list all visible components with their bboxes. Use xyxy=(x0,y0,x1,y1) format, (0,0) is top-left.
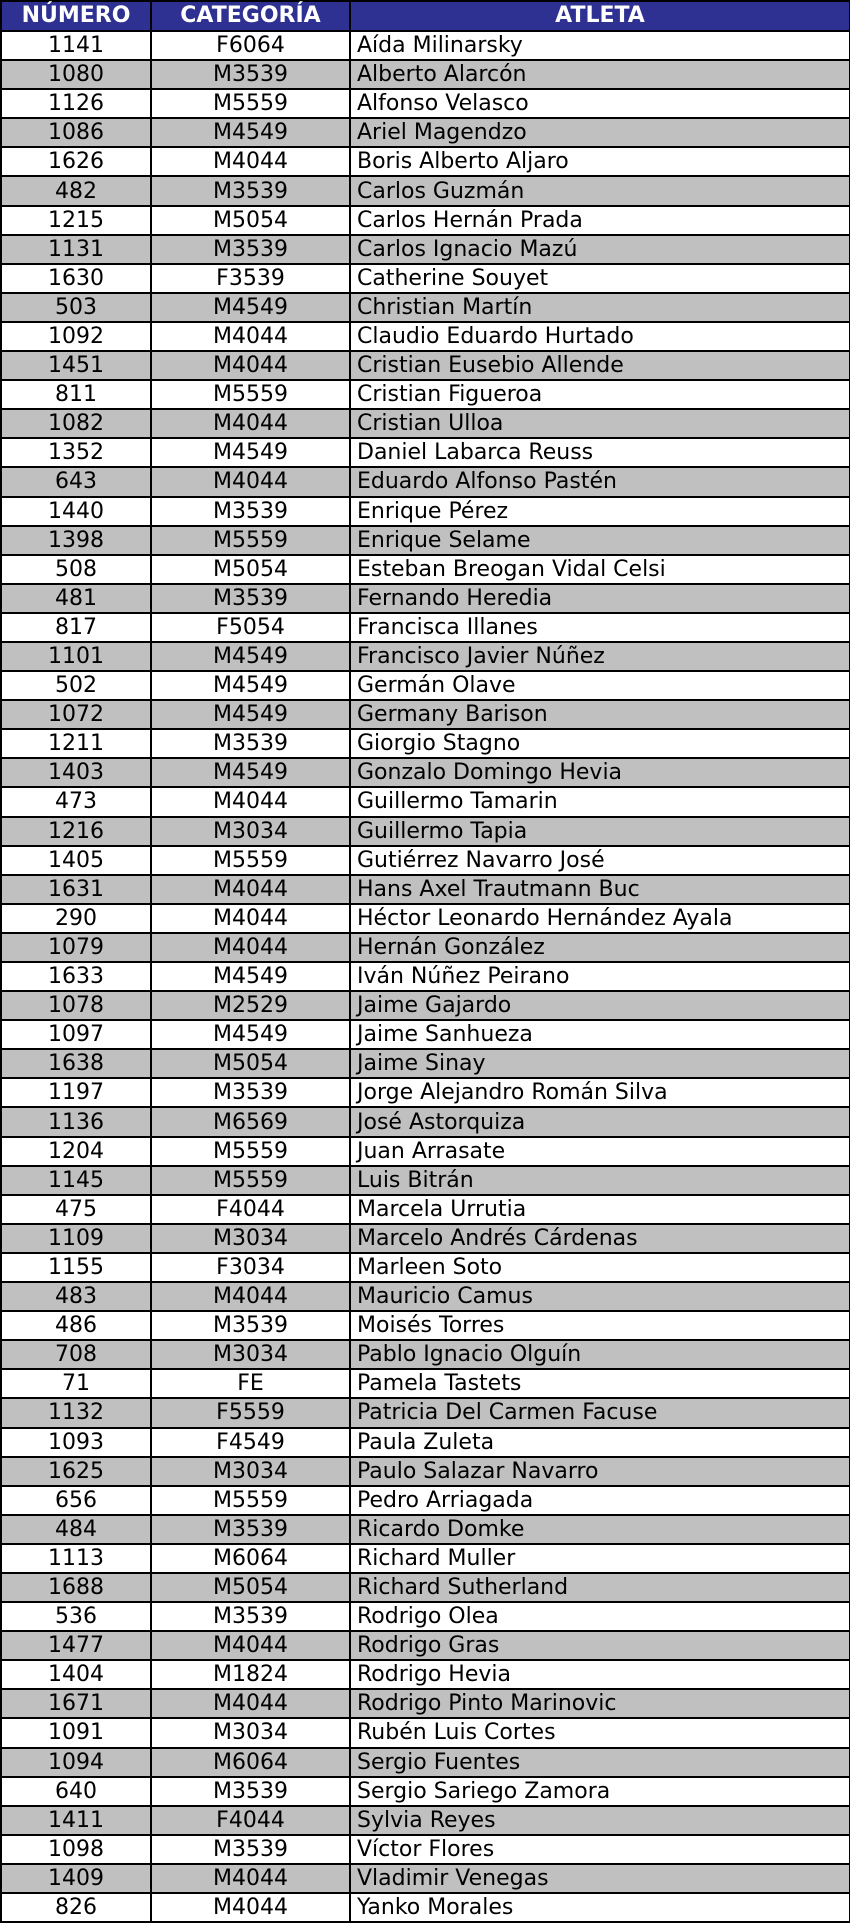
table-row xyxy=(1,729,850,758)
row-categoria: M4044 xyxy=(151,1893,350,1922)
row-categoria: M4044 xyxy=(151,1631,350,1660)
table-row xyxy=(1,147,850,176)
row-numero: 1409 xyxy=(1,1864,151,1893)
row-numero: 1078 xyxy=(1,991,151,1020)
row-numero: 1097 xyxy=(1,1020,151,1049)
row-categoria: F4549 xyxy=(151,1428,350,1457)
header-row xyxy=(1,1,850,31)
row-atleta: Juan Arrasate xyxy=(350,1137,850,1166)
header-numero: NÚMERO xyxy=(1,1,151,31)
row-categoria: M5054 xyxy=(151,1573,350,1602)
row-categoria: M4549 xyxy=(151,1020,350,1049)
row-atleta: Ricardo Domke xyxy=(350,1515,850,1544)
table-row xyxy=(1,31,850,60)
table-row xyxy=(1,264,850,293)
row-categoria: M4044 xyxy=(151,933,350,962)
row-numero: 817 xyxy=(1,613,151,642)
row-numero: 1132 xyxy=(1,1398,151,1427)
row-atleta: Rodrigo Gras xyxy=(350,1631,850,1660)
row-categoria: M3034 xyxy=(151,1224,350,1253)
row-atleta: Pablo Ignacio Olguín xyxy=(350,1340,850,1369)
table-row xyxy=(1,1864,850,1893)
row-atleta: Jaime Sinay xyxy=(350,1049,850,1078)
row-atleta: Rodrigo Pinto Marinovic xyxy=(350,1689,850,1718)
table-row xyxy=(1,933,850,962)
table-row xyxy=(1,584,850,613)
row-atleta: Hernán González xyxy=(350,933,850,962)
table-row xyxy=(1,875,850,904)
row-atleta: Paulo Salazar Navarro xyxy=(350,1457,850,1486)
row-atleta: Víctor Flores xyxy=(350,1835,850,1864)
row-numero: 536 xyxy=(1,1602,151,1631)
row-numero: 1638 xyxy=(1,1049,151,1078)
table-row xyxy=(1,1689,850,1718)
athletes-table-body xyxy=(1,31,850,1922)
row-numero: 708 xyxy=(1,1340,151,1369)
table-row xyxy=(1,1369,850,1398)
row-categoria: M5054 xyxy=(151,1049,350,1078)
row-numero: 290 xyxy=(1,904,151,933)
row-numero: 1671 xyxy=(1,1689,151,1718)
row-categoria: M4044 xyxy=(151,467,350,496)
row-numero: 1086 xyxy=(1,118,151,147)
row-atleta: Boris Alberto Aljaro xyxy=(350,147,850,176)
row-atleta: Patricia Del Carmen Facuse xyxy=(350,1398,850,1427)
row-categoria: M5559 xyxy=(151,1166,350,1195)
row-atleta: Fernando Heredia xyxy=(350,584,850,613)
row-numero: 1405 xyxy=(1,846,151,875)
row-numero: 1197 xyxy=(1,1078,151,1107)
row-atleta: Gonzalo Domingo Hevia xyxy=(350,758,850,787)
row-categoria: M3034 xyxy=(151,1718,350,1747)
row-atleta: Richard Muller xyxy=(350,1544,850,1573)
table-row xyxy=(1,962,850,991)
row-numero: 1092 xyxy=(1,322,151,351)
row-atleta: Carlos Hernán Prada xyxy=(350,206,850,235)
row-numero: 643 xyxy=(1,467,151,496)
table-row xyxy=(1,1718,850,1747)
row-numero: 508 xyxy=(1,555,151,584)
row-categoria: M3539 xyxy=(151,1311,350,1340)
row-categoria: F5054 xyxy=(151,613,350,642)
row-numero: 1440 xyxy=(1,497,151,526)
row-numero: 1633 xyxy=(1,962,151,991)
table-row xyxy=(1,1486,850,1515)
row-numero: 1072 xyxy=(1,700,151,729)
row-categoria: M1824 xyxy=(151,1660,350,1689)
row-numero: 1080 xyxy=(1,60,151,89)
row-categoria: M4044 xyxy=(151,322,350,351)
row-categoria: M4044 xyxy=(151,904,350,933)
row-numero: 483 xyxy=(1,1282,151,1311)
row-atleta: Ariel Magendzo xyxy=(350,118,850,147)
row-categoria: M3034 xyxy=(151,817,350,846)
table-row xyxy=(1,438,850,467)
table-row xyxy=(1,60,850,89)
row-atleta: Alberto Alarcón xyxy=(350,60,850,89)
table-row xyxy=(1,235,850,264)
table-row xyxy=(1,1544,850,1573)
row-categoria: M5559 xyxy=(151,526,350,555)
table-row xyxy=(1,1049,850,1078)
row-atleta: Marcela Urrutia xyxy=(350,1195,850,1224)
row-atleta: Francisca Illanes xyxy=(350,613,850,642)
row-atleta: Enrique Selame xyxy=(350,526,850,555)
table-row xyxy=(1,787,850,816)
row-atleta: Claudio Eduardo Hurtado xyxy=(350,322,850,351)
row-categoria: FE xyxy=(151,1369,350,1398)
row-categoria: M5054 xyxy=(151,206,350,235)
table-row xyxy=(1,846,850,875)
row-numero: 656 xyxy=(1,1486,151,1515)
row-numero: 1398 xyxy=(1,526,151,555)
row-numero: 1352 xyxy=(1,438,151,467)
row-atleta: Francisco Javier Núñez xyxy=(350,642,850,671)
row-numero: 1625 xyxy=(1,1457,151,1486)
row-categoria: F4044 xyxy=(151,1195,350,1224)
row-categoria: M3539 xyxy=(151,1602,350,1631)
row-atleta: Christian Martín xyxy=(350,293,850,322)
table-row xyxy=(1,1806,850,1835)
row-numero: 484 xyxy=(1,1515,151,1544)
row-numero: 1091 xyxy=(1,1718,151,1747)
row-numero: 481 xyxy=(1,584,151,613)
row-atleta: Marcelo Andrés Cárdenas xyxy=(350,1224,850,1253)
table-row xyxy=(1,380,850,409)
row-atleta: Eduardo Alfonso Pastén xyxy=(350,467,850,496)
row-atleta: Moisés Torres xyxy=(350,1311,850,1340)
table-row xyxy=(1,176,850,205)
row-categoria: M5559 xyxy=(151,380,350,409)
table-row xyxy=(1,991,850,1020)
row-atleta: Esteban Breogan Vidal Celsi xyxy=(350,555,850,584)
row-categoria: F3539 xyxy=(151,264,350,293)
row-atleta: Vladimir Venegas xyxy=(350,1864,850,1893)
row-numero: 1477 xyxy=(1,1631,151,1660)
row-atleta: Iván Núñez Peirano xyxy=(350,962,850,991)
row-numero: 1630 xyxy=(1,264,151,293)
table-row xyxy=(1,1428,850,1457)
row-numero: 1404 xyxy=(1,1660,151,1689)
row-categoria: M3539 xyxy=(151,729,350,758)
row-numero: 1451 xyxy=(1,351,151,380)
row-categoria: M3539 xyxy=(151,497,350,526)
table-row xyxy=(1,671,850,700)
row-categoria: M3034 xyxy=(151,1340,350,1369)
row-categoria: M4549 xyxy=(151,438,350,467)
table-row xyxy=(1,409,850,438)
table-row xyxy=(1,1602,850,1631)
row-numero: 1113 xyxy=(1,1544,151,1573)
row-categoria: M2529 xyxy=(151,991,350,1020)
table-row xyxy=(1,1631,850,1660)
table-row xyxy=(1,1282,850,1311)
row-categoria: M4044 xyxy=(151,409,350,438)
row-categoria: M3539 xyxy=(151,176,350,205)
row-atleta: Paula Zuleta xyxy=(350,1428,850,1457)
row-categoria: M4044 xyxy=(151,787,350,816)
row-categoria: M3539 xyxy=(151,1078,350,1107)
row-atleta: Jaime Sanhueza xyxy=(350,1020,850,1049)
row-atleta: Sergio Fuentes xyxy=(350,1748,850,1777)
table-row xyxy=(1,1573,850,1602)
table-row xyxy=(1,1311,850,1340)
row-numero: 486 xyxy=(1,1311,151,1340)
row-categoria: M4549 xyxy=(151,671,350,700)
row-atleta: Pamela Tastets xyxy=(350,1369,850,1398)
row-numero: 482 xyxy=(1,176,151,205)
row-categoria: M4549 xyxy=(151,758,350,787)
row-atleta: Alfonso Velasco xyxy=(350,89,850,118)
row-numero: 1631 xyxy=(1,875,151,904)
row-numero: 1403 xyxy=(1,758,151,787)
table-row xyxy=(1,1660,850,1689)
row-numero: 1079 xyxy=(1,933,151,962)
row-atleta: Sylvia Reyes xyxy=(350,1806,850,1835)
row-categoria: M5559 xyxy=(151,89,350,118)
table-row xyxy=(1,700,850,729)
table-row xyxy=(1,1340,850,1369)
row-categoria: F5559 xyxy=(151,1398,350,1427)
row-atleta: Mauricio Camus xyxy=(350,1282,850,1311)
row-atleta: Pedro Arriagada xyxy=(350,1486,850,1515)
table-row xyxy=(1,1078,850,1107)
table-row xyxy=(1,642,850,671)
row-categoria: M5054 xyxy=(151,555,350,584)
table-row xyxy=(1,1777,850,1806)
row-categoria: M6569 xyxy=(151,1107,350,1136)
table-row xyxy=(1,613,850,642)
row-atleta: Rodrigo Olea xyxy=(350,1602,850,1631)
row-numero: 1688 xyxy=(1,1573,151,1602)
table-row xyxy=(1,89,850,118)
header-atleta: ATLETA xyxy=(350,1,850,31)
row-numero: 1082 xyxy=(1,409,151,438)
row-atleta: Jaime Gajardo xyxy=(350,991,850,1020)
row-atleta: Marleen Soto xyxy=(350,1253,850,1282)
row-atleta: Aída Milinarsky xyxy=(350,31,850,60)
row-atleta: Catherine Souyet xyxy=(350,264,850,293)
row-atleta: Carlos Guzmán xyxy=(350,176,850,205)
row-categoria: M3034 xyxy=(151,1457,350,1486)
row-categoria: M3539 xyxy=(151,1515,350,1544)
table-row xyxy=(1,1515,850,1544)
table-row xyxy=(1,351,850,380)
row-atleta: Héctor Leonardo Hernández Ayala xyxy=(350,904,850,933)
row-numero: 1411 xyxy=(1,1806,151,1835)
row-numero: 1101 xyxy=(1,642,151,671)
row-numero: 826 xyxy=(1,1893,151,1922)
table-row xyxy=(1,1835,850,1864)
table-row xyxy=(1,1020,850,1049)
row-atleta: Germany Barison xyxy=(350,700,850,729)
row-numero: 1155 xyxy=(1,1253,151,1282)
row-categoria: M3539 xyxy=(151,235,350,264)
row-atleta: Cristian Figueroa xyxy=(350,380,850,409)
table-row xyxy=(1,758,850,787)
row-atleta: Rubén Luis Cortes xyxy=(350,1718,850,1747)
table-row xyxy=(1,1166,850,1195)
row-categoria: M3539 xyxy=(151,1777,350,1806)
row-categoria: M4549 xyxy=(151,293,350,322)
table-row xyxy=(1,1253,850,1282)
table-row xyxy=(1,1748,850,1777)
row-numero: 502 xyxy=(1,671,151,700)
row-categoria: M6064 xyxy=(151,1544,350,1573)
row-atleta: Gutiérrez Navarro José xyxy=(350,846,850,875)
row-categoria: M4044 xyxy=(151,1689,350,1718)
row-categoria: M4549 xyxy=(151,642,350,671)
row-categoria: M5559 xyxy=(151,1486,350,1515)
row-categoria: M4044 xyxy=(151,147,350,176)
row-numero: 1211 xyxy=(1,729,151,758)
row-categoria: M4044 xyxy=(151,351,350,380)
row-categoria: M3539 xyxy=(151,1835,350,1864)
row-numero: 473 xyxy=(1,787,151,816)
row-atleta: Hans Axel Trautmann Buc xyxy=(350,875,850,904)
row-numero: 1109 xyxy=(1,1224,151,1253)
row-numero: 1215 xyxy=(1,206,151,235)
row-categoria: F3034 xyxy=(151,1253,350,1282)
table-row xyxy=(1,467,850,496)
row-atleta: Guillermo Tamarin xyxy=(350,787,850,816)
table-row xyxy=(1,1457,850,1486)
table-row xyxy=(1,1137,850,1166)
row-categoria: F4044 xyxy=(151,1806,350,1835)
table-row xyxy=(1,118,850,147)
row-numero: 1126 xyxy=(1,89,151,118)
row-atleta: Guillermo Tapia xyxy=(350,817,850,846)
row-atleta: José Astorquiza xyxy=(350,1107,850,1136)
row-atleta: Carlos Ignacio Mazú xyxy=(350,235,850,264)
row-numero: 640 xyxy=(1,1777,151,1806)
row-atleta: Sergio Sariego Zamora xyxy=(350,1777,850,1806)
table-row xyxy=(1,904,850,933)
row-atleta: Giorgio Stagno xyxy=(350,729,850,758)
table-row xyxy=(1,1195,850,1224)
row-categoria: M3539 xyxy=(151,60,350,89)
table-row xyxy=(1,1893,850,1922)
row-numero: 1216 xyxy=(1,817,151,846)
row-atleta: Enrique Pérez xyxy=(350,497,850,526)
row-atleta: Cristian Ulloa xyxy=(350,409,850,438)
row-numero: 1131 xyxy=(1,235,151,264)
row-categoria: M4549 xyxy=(151,118,350,147)
row-categoria: M4044 xyxy=(151,1864,350,1893)
row-atleta: Richard Sutherland xyxy=(350,1573,850,1602)
table-row xyxy=(1,322,850,351)
row-categoria: M4044 xyxy=(151,875,350,904)
row-atleta: Daniel Labarca Reuss xyxy=(350,438,850,467)
row-categoria: M6064 xyxy=(151,1748,350,1777)
row-numero: 1093 xyxy=(1,1428,151,1457)
row-atleta: Yanko Morales xyxy=(350,1893,850,1922)
row-atleta: Cristian Eusebio Allende xyxy=(350,351,850,380)
table-row xyxy=(1,293,850,322)
row-numero: 503 xyxy=(1,293,151,322)
table-row xyxy=(1,206,850,235)
table-row xyxy=(1,1398,850,1427)
row-atleta: Luis Bitrán xyxy=(350,1166,850,1195)
header-categoria: CATEGORÍA xyxy=(151,1,350,31)
row-numero: 1626 xyxy=(1,147,151,176)
row-atleta: Rodrigo Hevia xyxy=(350,1660,850,1689)
row-numero: 1141 xyxy=(1,31,151,60)
row-atleta: Jorge Alejandro Román Silva xyxy=(350,1078,850,1107)
row-numero: 475 xyxy=(1,1195,151,1224)
table-row xyxy=(1,497,850,526)
table-row xyxy=(1,817,850,846)
table-row xyxy=(1,526,850,555)
row-numero: 71 xyxy=(1,1369,151,1398)
row-categoria: M4549 xyxy=(151,700,350,729)
row-numero: 1094 xyxy=(1,1748,151,1777)
row-numero: 1136 xyxy=(1,1107,151,1136)
row-categoria: M3539 xyxy=(151,584,350,613)
row-categoria: F6064 xyxy=(151,31,350,60)
row-numero: 811 xyxy=(1,380,151,409)
row-numero: 1145 xyxy=(1,1166,151,1195)
table-row xyxy=(1,1107,850,1136)
table-row xyxy=(1,1224,850,1253)
row-numero: 1098 xyxy=(1,1835,151,1864)
row-numero: 1204 xyxy=(1,1137,151,1166)
row-categoria: M5559 xyxy=(151,1137,350,1166)
table-row xyxy=(1,555,850,584)
row-categoria: M5559 xyxy=(151,846,350,875)
row-categoria: M4549 xyxy=(151,962,350,991)
row-categoria: M4044 xyxy=(151,1282,350,1311)
row-atleta: Germán Olave xyxy=(350,671,850,700)
